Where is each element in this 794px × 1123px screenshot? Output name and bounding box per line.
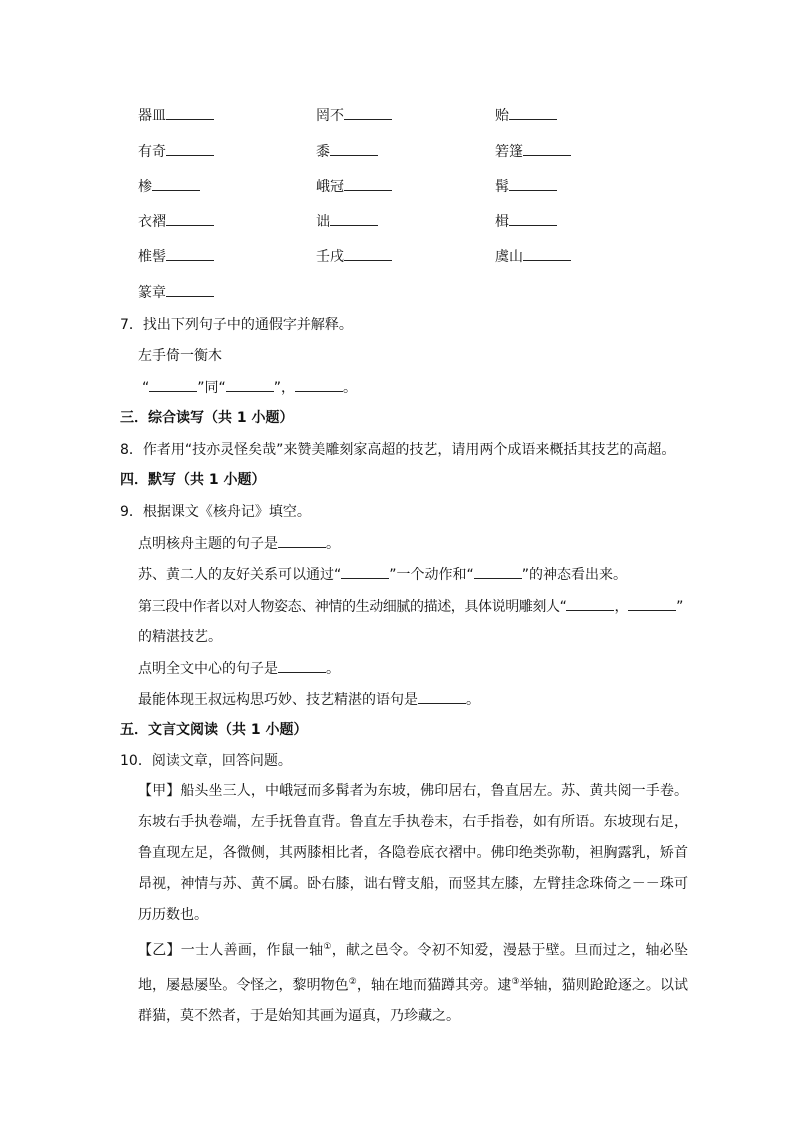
answer-blank[interactable] (295, 378, 343, 392)
answer-blank[interactable] (474, 565, 522, 579)
question-9-line: 点明全文中心的句子是 。 (138, 661, 340, 677)
answer-blank[interactable] (166, 142, 214, 156)
question-10-stem: 10．阅读文章，回答问题。 (120, 753, 292, 769)
vocab-item (495, 212, 557, 231)
vocab-item (138, 212, 214, 231)
answer-blank[interactable] (628, 597, 676, 611)
vocab-item (316, 247, 392, 266)
vocab-word: 器皿 (138, 108, 166, 124)
answer-blank[interactable] (509, 106, 557, 120)
question-9-line: 苏、黄二人的友好关系可以通过“ ”一个动作和“ ”的神态看出来。 (138, 567, 628, 583)
answer-blank[interactable] (226, 378, 274, 392)
answer-blank[interactable] (166, 283, 214, 297)
question-9-line: 的精湛技艺。 (138, 629, 222, 645)
answer-blank[interactable] (509, 177, 557, 191)
answer-blank[interactable] (344, 247, 392, 261)
answer-blank[interactable] (566, 597, 614, 611)
vocab-item (316, 106, 392, 125)
vocab-item (138, 106, 214, 125)
vocab-word: 箬篷 (495, 144, 523, 160)
answer-blank[interactable] (523, 142, 571, 156)
vocab-word: 峨冠 (316, 179, 344, 195)
question-8: 8．作者用“技亦灵怪矣哉”来赞美雕刻家高超的技艺，请用两个成语来概括其技艺的高超。 (120, 442, 676, 458)
vocab-word: 椮 (138, 179, 152, 195)
vocab-word: 髯 (495, 179, 509, 195)
vocab-item (316, 142, 378, 161)
vocab-word: 有奇 (138, 144, 166, 160)
question-9-line: 点明核舟主题的句子是 。 (138, 536, 340, 552)
vocab-word: 壬戌 (316, 249, 344, 265)
answer-blank[interactable] (509, 212, 557, 226)
answer-blank[interactable] (278, 659, 326, 673)
answer-blank[interactable] (149, 378, 197, 392)
vocab-word: 罔不 (316, 108, 344, 124)
answer-blank[interactable] (166, 212, 214, 226)
vocab-word: 虞山 (495, 249, 523, 265)
answer-blank[interactable] (344, 177, 392, 191)
question-9-line: 最能体现王叔远构思巧妙、技艺精湛的语句是 。 (138, 692, 480, 708)
answer-blank[interactable] (523, 247, 571, 261)
question-9-stem: 9．根据课文《核舟记》填空。 (120, 504, 311, 520)
question-7-stem: 7．找出下列句子中的通假字并解释。 (120, 317, 353, 333)
answer-blank[interactable] (418, 690, 466, 704)
answer-blank[interactable] (278, 534, 326, 548)
vocab-word: 贻 (495, 108, 509, 124)
vocab-item (138, 142, 214, 161)
vocab-word: 篆章 (138, 285, 166, 301)
section-heading: 四．默写（共 1 小题） (120, 472, 266, 488)
footnote-marker: ② (348, 976, 357, 987)
question-7-answer-line: “ ”同“ ”， 。 (142, 380, 358, 396)
vocab-word: 衣褶 (138, 214, 166, 230)
vocab-item (138, 177, 200, 196)
question-7-sentence: 左手倚一衡木 (138, 348, 222, 364)
answer-blank[interactable] (330, 142, 378, 156)
vocab-item (138, 283, 214, 302)
passage-jia: 【甲】船头坐三人，中峨冠而多髯者为东坡，佛印居右，鲁直居左。苏、黄共阅一手卷。东坡右手执卷端，左手抚鲁直背。鲁直左手执卷末，右手指卷，如有所语。东坡现右足，鲁直现左足，各微侧，其两膝相比者，各隐卷底衣褶中。佛印绝类弥勒，袒胸露乳，矫首昂视，神情与苏、黄不属。卧右膝，诎右臂支船，而竖其左膝，左臂挂念珠倚之－－珠可历历数也。 (138, 783, 688, 923)
vocab-item (495, 177, 557, 196)
footnote-marker: ① (323, 942, 332, 952)
vocab-item (495, 142, 571, 161)
passage-yi: 【乙】一士人善画，作鼠一轴①，献之邑令。令初不知爱，漫悬于壁。旦而过之，轴必坠地，屡悬屡坠。令怪之，黎明物色②，轴在地而猫蹲其旁。逮③举轴，猫则跄跄逐之。以试群猫，莫不然者，于是始知其画为逼真，乃珍藏之。 (138, 942, 689, 1025)
section-heading: 五．文言文阅读（共 1 小题） (120, 722, 308, 738)
answer-blank[interactable] (330, 212, 378, 226)
answer-blank[interactable] (166, 247, 214, 261)
vocab-word: 椎髻 (138, 249, 166, 265)
answer-blank[interactable] (344, 106, 392, 120)
vocab-item (138, 247, 214, 266)
answer-blank[interactable] (152, 177, 200, 191)
vocab-item (495, 106, 557, 125)
answer-blank[interactable] (166, 106, 214, 120)
question-9-line: 第三段中作者以对人物姿态、神情的生动细腻的描述，具体说明雕刻人“ ， ” (138, 599, 683, 615)
vocab-word: 黍 (316, 144, 330, 160)
vocab-item (316, 177, 392, 196)
vocab-item (495, 247, 571, 266)
footnote-marker: ③ (511, 976, 520, 987)
vocab-word: 诎 (316, 214, 330, 230)
answer-blank[interactable] (341, 565, 389, 579)
vocab-item (316, 212, 378, 231)
vocab-word: 楫 (495, 214, 509, 230)
section-heading: 三．综合读写（共 1 小题） (120, 410, 294, 426)
